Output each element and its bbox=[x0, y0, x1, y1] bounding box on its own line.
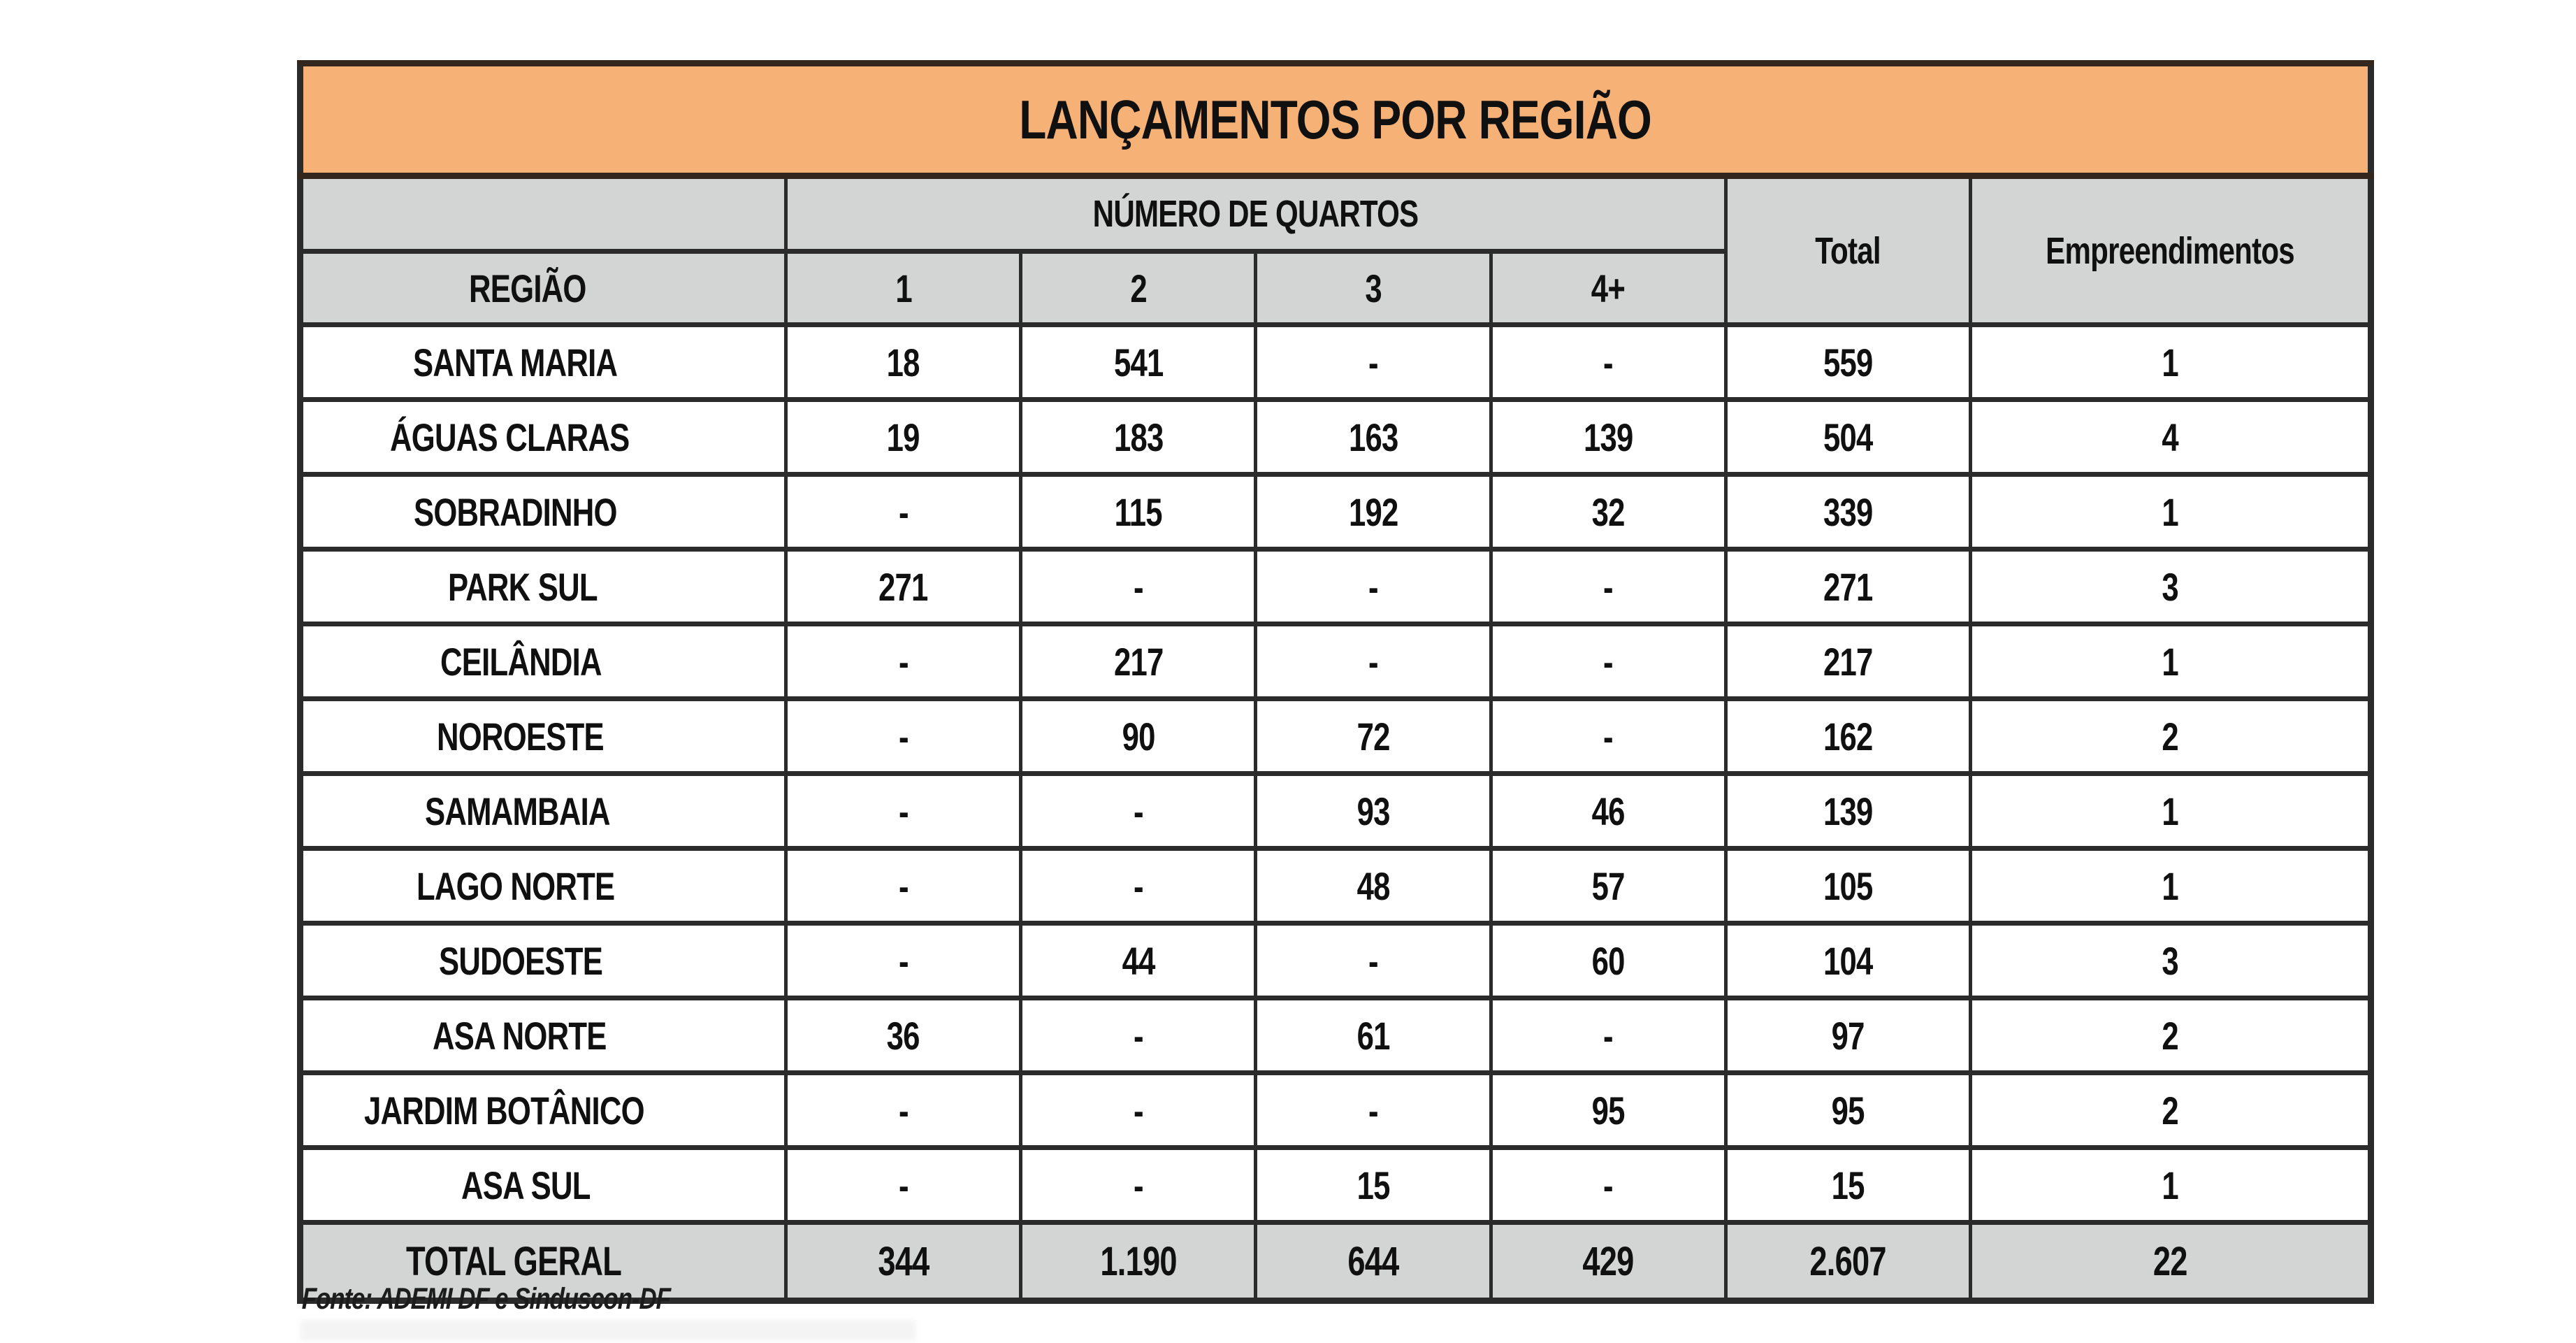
cell-empreendimentos bbox=[1970, 998, 2371, 1073]
total-q4 bbox=[1491, 1223, 1725, 1301]
cell-total bbox=[1725, 550, 1970, 624]
cell-total-text: 15 bbox=[1831, 1163, 1865, 1207]
cell-q2 bbox=[1021, 550, 1256, 624]
cell-q2 bbox=[1021, 624, 1256, 699]
cell-empreendimentos bbox=[1970, 774, 2371, 849]
cell-q4-text: 95 bbox=[1591, 1088, 1625, 1133]
total-q1-text: 344 bbox=[878, 1238, 929, 1284]
cell-q3-text: - bbox=[1368, 564, 1378, 609]
cell-q2 bbox=[1021, 699, 1256, 774]
cell-q4 bbox=[1491, 550, 1725, 624]
cell-q2-text: 541 bbox=[1113, 340, 1164, 385]
cell-q2 bbox=[1021, 998, 1256, 1073]
table-row bbox=[301, 325, 2371, 400]
cell-q1 bbox=[786, 400, 1021, 475]
cell-region bbox=[301, 1073, 786, 1148]
cell-region-text: ASA NORTE bbox=[432, 1013, 607, 1058]
cell-q1 bbox=[786, 774, 1021, 849]
header-col-2 bbox=[1021, 252, 1256, 325]
total-total-text: 2.607 bbox=[1809, 1238, 1886, 1284]
total-q2 bbox=[1021, 1223, 1256, 1301]
cell-q3 bbox=[1256, 624, 1491, 699]
cell-region-text: ASA SUL bbox=[461, 1163, 591, 1207]
cell-total bbox=[1725, 774, 1970, 849]
total-q2-text: 1.190 bbox=[1100, 1238, 1177, 1284]
cell-region-text: SANTA MARIA bbox=[412, 340, 617, 385]
table-row bbox=[301, 400, 2371, 475]
cell-q1 bbox=[786, 550, 1021, 624]
cell-q3 bbox=[1256, 849, 1491, 924]
cell-q4 bbox=[1491, 699, 1725, 774]
cell-empreendimentos bbox=[1970, 924, 2371, 998]
table-row bbox=[301, 1073, 2371, 1148]
cell-region-text: SUDOESTE bbox=[438, 938, 603, 983]
cell-q2-text: 90 bbox=[1122, 714, 1155, 759]
cell-q2-text: 183 bbox=[1113, 415, 1164, 459]
cell-empreendimentos-text: 2 bbox=[2162, 1013, 2178, 1058]
cell-region-text: LAGO NORTE bbox=[417, 863, 615, 908]
cell-q3-text: - bbox=[1368, 340, 1378, 385]
cell-empreendimentos-text: 2 bbox=[2162, 714, 2178, 759]
cell-q1-text: - bbox=[898, 714, 909, 759]
cell-q1-text: - bbox=[898, 863, 909, 908]
cell-region-text: SAMAMBAIA bbox=[425, 789, 611, 833]
header-empreendimentos-text: Empreendimentos bbox=[2045, 229, 2294, 272]
cell-empreendimentos-text: 4 bbox=[2162, 415, 2178, 459]
header-col-2-text: 2 bbox=[1130, 266, 1147, 310]
cell-q1 bbox=[786, 849, 1021, 924]
table-row bbox=[301, 550, 2371, 624]
cell-q2 bbox=[1021, 475, 1256, 550]
cell-q1-text: - bbox=[898, 1088, 909, 1133]
header-total-text: Total bbox=[1815, 229, 1881, 272]
table-row bbox=[301, 475, 2371, 550]
cell-q4-text: - bbox=[1603, 340, 1614, 385]
cell-empreendimentos-text: 3 bbox=[2162, 564, 2178, 609]
cell-q1 bbox=[786, 624, 1021, 699]
cell-q4-text: 32 bbox=[1591, 489, 1625, 534]
cell-q2 bbox=[1021, 1073, 1256, 1148]
cell-q3-text: 48 bbox=[1356, 863, 1390, 908]
cell-empreendimentos bbox=[1970, 849, 2371, 924]
cell-total bbox=[1725, 849, 1970, 924]
cell-total-text: 105 bbox=[1823, 863, 1873, 908]
cell-empreendimentos-text: 1 bbox=[2162, 489, 2178, 534]
cell-q1-text: 271 bbox=[878, 564, 928, 609]
cell-region bbox=[301, 1148, 786, 1223]
cell-q3-text: 93 bbox=[1356, 789, 1390, 833]
cell-q3-text: 163 bbox=[1348, 415, 1398, 459]
cell-q1-text: - bbox=[898, 1163, 909, 1207]
cell-region-text: PARK SUL bbox=[447, 564, 598, 609]
cell-q4-text: - bbox=[1603, 714, 1614, 759]
cell-q1 bbox=[786, 1073, 1021, 1148]
cell-total bbox=[1725, 400, 1970, 475]
title-row bbox=[301, 64, 2371, 176]
cell-region bbox=[301, 998, 786, 1073]
cell-q2 bbox=[1021, 774, 1256, 849]
cell-region bbox=[301, 699, 786, 774]
header-region-spacer bbox=[301, 176, 786, 252]
lancamentos-por-regiao-table bbox=[297, 60, 2374, 1304]
cell-q4 bbox=[1491, 1148, 1725, 1223]
cell-q2-text: - bbox=[1133, 1163, 1143, 1207]
cell-total bbox=[1725, 325, 1970, 400]
cell-region-text: CEILÂNDIA bbox=[440, 639, 602, 684]
cell-q2-text: - bbox=[1133, 1013, 1143, 1058]
cell-q3-text: 61 bbox=[1356, 1013, 1390, 1058]
cell-total bbox=[1725, 1073, 1970, 1148]
cell-q4 bbox=[1491, 475, 1725, 550]
header-col-4plus bbox=[1491, 252, 1725, 325]
cell-q4 bbox=[1491, 924, 1725, 998]
table-title bbox=[301, 64, 2371, 176]
cell-q3 bbox=[1256, 325, 1491, 400]
cell-q1-text: - bbox=[898, 639, 909, 684]
header-numero-de-quartos bbox=[786, 176, 1726, 252]
header-col-4plus-text: 4+ bbox=[1591, 266, 1626, 310]
cell-total-text: 559 bbox=[1823, 340, 1873, 385]
cell-q2-text: - bbox=[1133, 1088, 1143, 1133]
cell-empreendimentos-text: 1 bbox=[2162, 340, 2178, 385]
cell-empreendimentos-text: 3 bbox=[2162, 938, 2178, 983]
header-numero-de-quartos-text: NÚMERO DE QUARTOS bbox=[1093, 193, 1419, 235]
total-empreendimentos bbox=[1970, 1223, 2371, 1301]
cell-total-text: 217 bbox=[1823, 639, 1873, 684]
cell-total-text: 97 bbox=[1831, 1013, 1865, 1058]
table-row bbox=[301, 624, 2371, 699]
cell-q1 bbox=[786, 1148, 1021, 1223]
cell-q4 bbox=[1491, 998, 1725, 1073]
cell-q2 bbox=[1021, 1148, 1256, 1223]
cell-empreendimentos bbox=[1970, 1148, 2371, 1223]
cell-total-text: 139 bbox=[1823, 789, 1873, 833]
cell-q2-text: - bbox=[1133, 863, 1143, 908]
cell-q3 bbox=[1256, 1073, 1491, 1148]
cell-total bbox=[1725, 699, 1970, 774]
header-total bbox=[1725, 176, 1970, 325]
cell-region bbox=[301, 774, 786, 849]
header-col-3-text: 3 bbox=[1365, 266, 1382, 310]
cell-region bbox=[301, 924, 786, 998]
cell-region-text: NOROESTE bbox=[436, 714, 604, 759]
scan-bleed-artifact bbox=[301, 1320, 916, 1341]
cell-q2 bbox=[1021, 849, 1256, 924]
cell-empreendimentos bbox=[1970, 550, 2371, 624]
cell-q1-text: 19 bbox=[887, 415, 920, 459]
cell-empreendimentos-text: 1 bbox=[2162, 639, 2178, 684]
cell-q3-text: 15 bbox=[1356, 1163, 1390, 1207]
cell-total-text: 271 bbox=[1823, 564, 1873, 609]
source-note bbox=[302, 1282, 762, 1316]
cell-empreendimentos bbox=[1970, 699, 2371, 774]
total-q1 bbox=[786, 1223, 1021, 1301]
header-col-1 bbox=[786, 252, 1021, 325]
cell-q3 bbox=[1256, 699, 1491, 774]
lancamentos-table-container bbox=[297, 60, 2374, 1304]
table-row bbox=[301, 849, 2371, 924]
cell-q3-text: - bbox=[1368, 639, 1378, 684]
cell-q3 bbox=[1256, 1148, 1491, 1223]
cell-q1-text: 36 bbox=[887, 1013, 920, 1058]
cell-q4-text: - bbox=[1603, 1013, 1614, 1058]
cell-total bbox=[1725, 924, 1970, 998]
cell-q3 bbox=[1256, 998, 1491, 1073]
cell-total bbox=[1725, 998, 1970, 1073]
cell-region bbox=[301, 849, 786, 924]
cell-q4-text: - bbox=[1603, 1163, 1614, 1207]
cell-q4 bbox=[1491, 1073, 1725, 1148]
cell-q2-text: - bbox=[1133, 789, 1143, 833]
cell-q3-text: 192 bbox=[1348, 489, 1398, 534]
cell-q1-text: - bbox=[898, 489, 909, 534]
cell-q3-text: 72 bbox=[1356, 714, 1390, 759]
cell-q3 bbox=[1256, 475, 1491, 550]
cell-q4 bbox=[1491, 325, 1725, 400]
cell-q1 bbox=[786, 998, 1021, 1073]
cell-empreendimentos bbox=[1970, 325, 2371, 400]
cell-q4-text: - bbox=[1603, 564, 1614, 609]
cell-empreendimentos bbox=[1970, 400, 2371, 475]
total-empreendimentos-text: 22 bbox=[2152, 1238, 2187, 1284]
cell-q2 bbox=[1021, 325, 1256, 400]
cell-empreendimentos bbox=[1970, 624, 2371, 699]
header-regiao-text: REGIÃO bbox=[468, 266, 586, 310]
table-title-text: LANÇAMENTOS POR REGIÃO bbox=[1019, 88, 1652, 150]
cell-q1-text: 18 bbox=[887, 340, 920, 385]
cell-region-text: SOBRADINHO bbox=[413, 489, 617, 534]
source-note-text: Fonte: ADEMI DF e Sinduscon-DF bbox=[301, 1282, 671, 1316]
header-regiao bbox=[301, 252, 786, 325]
cell-q3 bbox=[1256, 550, 1491, 624]
cell-total-text: 95 bbox=[1831, 1088, 1865, 1133]
cell-q1 bbox=[786, 325, 1021, 400]
total-q4-text: 429 bbox=[1582, 1238, 1634, 1284]
cell-q1 bbox=[786, 475, 1021, 550]
cell-q4-text: 139 bbox=[1583, 415, 1633, 459]
total-q3-text: 644 bbox=[1347, 1238, 1399, 1284]
cell-empreendimentos-text: 1 bbox=[2162, 1163, 2178, 1207]
cell-q2-text: - bbox=[1133, 564, 1143, 609]
cell-region bbox=[301, 475, 786, 550]
cell-region bbox=[301, 400, 786, 475]
header-group-row bbox=[301, 176, 2371, 252]
table-row bbox=[301, 998, 2371, 1073]
cell-q4 bbox=[1491, 624, 1725, 699]
cell-q1 bbox=[786, 924, 1021, 998]
cell-q3 bbox=[1256, 774, 1491, 849]
table-row bbox=[301, 699, 2371, 774]
cell-q2-text: 44 bbox=[1122, 938, 1155, 983]
cell-region-text: JARDIM BOTÂNICO bbox=[364, 1088, 644, 1133]
cell-q4-text: 60 bbox=[1591, 938, 1625, 983]
total-label-text: TOTAL GERAL bbox=[405, 1238, 621, 1284]
table-row bbox=[301, 1148, 2371, 1223]
cell-q3 bbox=[1256, 400, 1491, 475]
cell-total bbox=[1725, 475, 1970, 550]
cell-q2 bbox=[1021, 924, 1256, 998]
cell-q2-text: 115 bbox=[1114, 489, 1162, 534]
cell-empreendimentos bbox=[1970, 1073, 2371, 1148]
cell-q4-text: 57 bbox=[1591, 863, 1625, 908]
cell-q4-text: - bbox=[1603, 639, 1614, 684]
cell-q2-text: 217 bbox=[1113, 639, 1164, 684]
cell-empreendimentos-text: 1 bbox=[2162, 789, 2178, 833]
cell-q4 bbox=[1491, 774, 1725, 849]
cell-total-text: 339 bbox=[1823, 489, 1873, 534]
header-empreendimentos bbox=[1970, 176, 2371, 325]
cell-q1-text: - bbox=[898, 938, 909, 983]
cell-total-text: 104 bbox=[1823, 938, 1873, 983]
total-total bbox=[1725, 1223, 1970, 1301]
cell-q3-text: - bbox=[1368, 1088, 1378, 1133]
cell-q2 bbox=[1021, 400, 1256, 475]
cell-total-text: 162 bbox=[1823, 714, 1873, 759]
cell-q3-text: - bbox=[1368, 938, 1378, 983]
cell-region-text: ÁGUAS CLARAS bbox=[390, 415, 630, 459]
cell-empreendimentos bbox=[1970, 475, 2371, 550]
total-q3 bbox=[1256, 1223, 1491, 1301]
header-col-1-text: 1 bbox=[895, 266, 912, 310]
cell-q4 bbox=[1491, 400, 1725, 475]
header-col-3 bbox=[1256, 252, 1491, 325]
table-row bbox=[301, 924, 2371, 998]
cell-q3 bbox=[1256, 924, 1491, 998]
cell-q4 bbox=[1491, 849, 1725, 924]
table-row bbox=[301, 774, 2371, 849]
cell-region bbox=[301, 624, 786, 699]
cell-total bbox=[1725, 624, 1970, 699]
cell-q1-text: - bbox=[898, 789, 909, 833]
cell-total bbox=[1725, 1148, 1970, 1223]
cell-q1 bbox=[786, 699, 1021, 774]
cell-empreendimentos-text: 2 bbox=[2162, 1088, 2178, 1133]
cell-q4-text: 46 bbox=[1591, 789, 1625, 833]
cell-region bbox=[301, 550, 786, 624]
cell-region bbox=[301, 325, 786, 400]
cell-empreendimentos-text: 1 bbox=[2162, 863, 2178, 908]
cell-total-text: 504 bbox=[1823, 415, 1873, 459]
